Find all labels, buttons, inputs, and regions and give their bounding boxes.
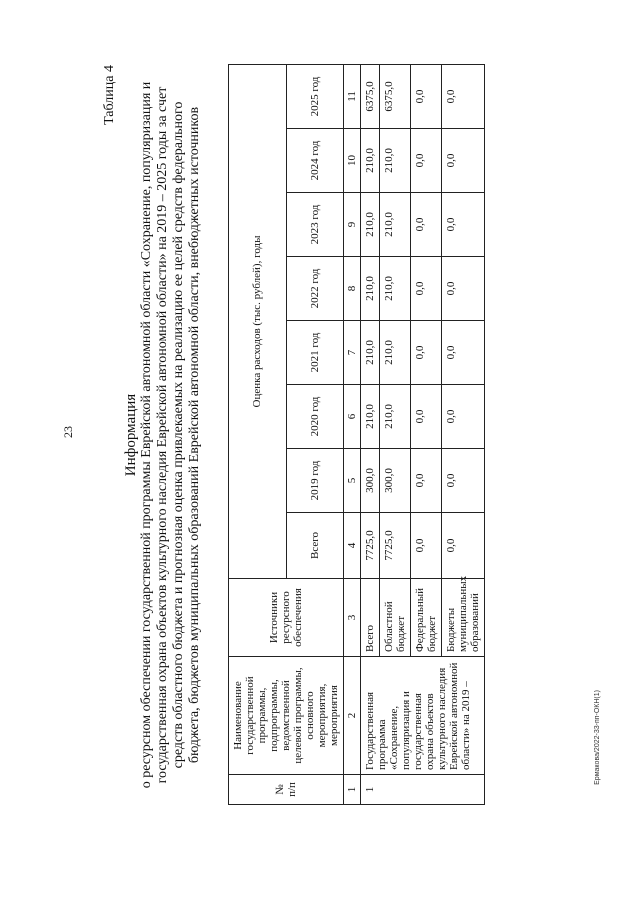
value-cell: 0,0 bbox=[442, 513, 485, 579]
value-cell: 0,0 bbox=[411, 513, 442, 579]
title-heading: Информация bbox=[123, 393, 139, 477]
value-cell: 210,0 bbox=[361, 385, 380, 449]
header-name: Наименование государственной программы, подпрограммы, ведомственной целевой программы, основного мероприятия, мероприятия bbox=[229, 657, 344, 775]
table-label: Таблица 4 bbox=[102, 65, 117, 125]
value-cell: 210,0 bbox=[361, 257, 380, 321]
value-cell: 0,0 bbox=[411, 193, 442, 257]
value-cell: 210,0 bbox=[380, 257, 411, 321]
value-cell: 6375,0 bbox=[361, 64, 380, 128]
source-cell: Областной бюджет bbox=[380, 579, 411, 657]
column-number: 10 bbox=[344, 129, 361, 193]
header-year: 2019 год bbox=[286, 449, 344, 513]
value-cell: 300,0 bbox=[380, 449, 411, 513]
value-cell: 210,0 bbox=[380, 321, 411, 385]
table-row bbox=[361, 64, 380, 804]
document-code: Ермакова/2022-33-пп-ОКН(1) bbox=[594, 690, 601, 785]
column-number: 3 bbox=[344, 579, 361, 657]
column-number: 9 bbox=[344, 193, 361, 257]
column-number: 2 bbox=[344, 657, 361, 775]
value-cell: 210,0 bbox=[361, 129, 380, 193]
header-year: 2023 год bbox=[286, 193, 344, 257]
source-cell: Бюджеты муниципальных образований bbox=[442, 579, 485, 657]
value-cell: 0,0 bbox=[411, 385, 442, 449]
column-number: 1 bbox=[344, 775, 361, 805]
value-cell: 7725,0 bbox=[380, 513, 411, 579]
value-cell: 210,0 bbox=[380, 385, 411, 449]
value-cell: 210,0 bbox=[361, 321, 380, 385]
source-cell: Всего bbox=[361, 579, 380, 657]
rotated-page-content bbox=[100, 65, 560, 805]
value-cell: 0,0 bbox=[411, 449, 442, 513]
value-cell: 0,0 bbox=[411, 257, 442, 321]
value-cell: 0,0 bbox=[442, 321, 485, 385]
header-number: № п/п bbox=[229, 775, 344, 805]
value-cell: 210,0 bbox=[380, 193, 411, 257]
value-cell: 0,0 bbox=[442, 64, 485, 128]
value-cell: 0,0 bbox=[442, 385, 485, 449]
document-title bbox=[123, 65, 203, 805]
header-year: 2024 год bbox=[286, 129, 344, 193]
header-year: 2022 год bbox=[286, 257, 344, 321]
value-cell: 0,0 bbox=[442, 449, 485, 513]
header-year: 2025 год bbox=[286, 64, 344, 128]
column-number: 5 bbox=[344, 449, 361, 513]
column-number-row bbox=[344, 64, 361, 804]
header-year: 2020 год bbox=[286, 385, 344, 449]
header-source: Источники ресурсного обеспечения bbox=[229, 579, 344, 657]
value-cell: 0,0 bbox=[442, 193, 485, 257]
value-cell: 0,0 bbox=[411, 129, 442, 193]
value-cell: 0,0 bbox=[411, 321, 442, 385]
header-row bbox=[229, 64, 287, 804]
title-line: бюджета, бюджетов муниципальных образований Еврейской автономной области, внебюджетных источников bbox=[187, 106, 202, 764]
value-cell: 0,0 bbox=[442, 257, 485, 321]
value-cell: 0,0 bbox=[411, 64, 442, 128]
column-number: 4 bbox=[344, 513, 361, 579]
title-line: о ресурсном обеспечении государственной программы Еврейской автономной области «Сохранение, популяризация и bbox=[139, 81, 154, 789]
title-line: средств областного бюджета и прогнозная оценка привлекаемых на реализацию ее целей средств федерального bbox=[171, 101, 186, 769]
column-number: 6 bbox=[344, 385, 361, 449]
value-cell: 210,0 bbox=[361, 193, 380, 257]
column-number: 11 bbox=[344, 64, 361, 128]
header-estimate: Оценка расходов (тыс. рублей), годы bbox=[229, 64, 287, 578]
value-cell: 6375,0 bbox=[380, 64, 411, 128]
resource-table bbox=[228, 64, 485, 805]
title-line: государственная охрана объектов культурного наследия Еврейской автономной области» на 2019 – 2025 годы за счет bbox=[155, 86, 170, 784]
value-cell: 300,0 bbox=[361, 449, 380, 513]
value-cell: 7725,0 bbox=[361, 513, 380, 579]
value-cell: 210,0 bbox=[380, 129, 411, 193]
column-number: 7 bbox=[344, 321, 361, 385]
program-name: Государственная программа «Сохранение, популяризация и государственная охрана объектов культурного наследия Еврейской автономной области» на 2019 – bbox=[361, 657, 485, 775]
row-number: 1 bbox=[361, 775, 485, 805]
page-number: 23 bbox=[61, 426, 75, 438]
source-cell: Федеральный бюджет bbox=[411, 579, 442, 657]
column-number: 8 bbox=[344, 257, 361, 321]
value-cell: 0,0 bbox=[442, 129, 485, 193]
header-year: 2021 год bbox=[286, 321, 344, 385]
header-total: Всего bbox=[286, 513, 344, 579]
